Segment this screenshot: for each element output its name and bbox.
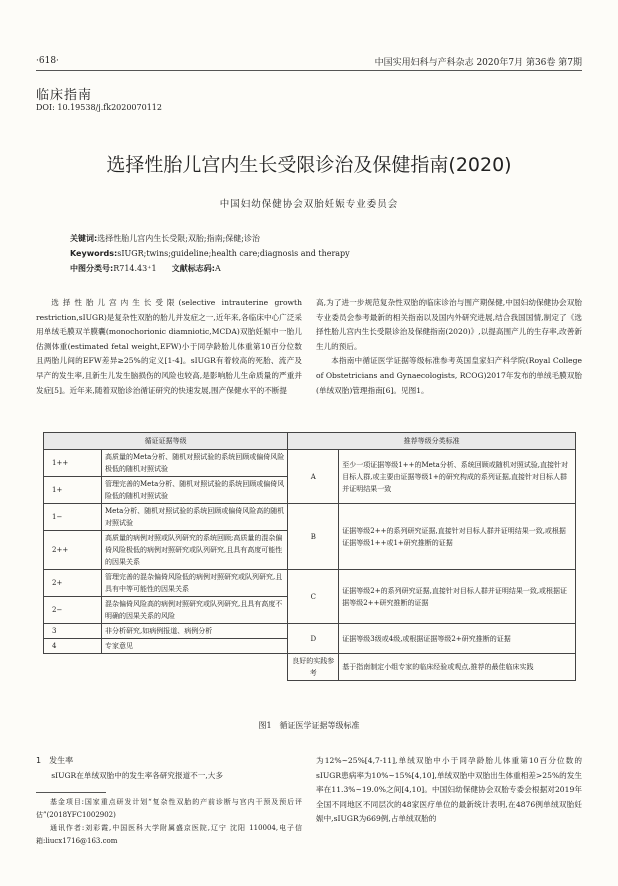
evidence-level: 2− [44,597,102,624]
keywords-cn-label: 关键词: [70,234,98,243]
sec1-right-column [316,754,582,827]
grade-letter: A [288,450,339,504]
evidence-description: 高质量的Meta分析、随机对照试验的系统回顾或偏倚风险极低的随机对照试验 [102,450,288,477]
grade-description: 证据等级3级或4级,或根据证据等级2+研究推断的证据 [339,624,576,654]
classification [70,262,221,275]
grade-letter: B [288,504,339,570]
body-paragraph: 为12%~25%[4,7-11],单绒双胎中小于同孕龄胎儿体重第10百分位数的sIUGR患病率为10%~15%[4,10],单绒双胎中双胎出生体重相差>25%的发生率在11.3%~19.0%之间[4,10]。中国妇幼保健协会双胎专委会根据对2019年全国不同地区不同层次的48家医疗单位的最新统计表明,在4876例单绒双胎妊娠中,sIUGR为669例,占单绒双胎的 [316,756,582,824]
doc-code: A [215,264,221,273]
classification-code: R714.43⁺1 [113,264,157,273]
evidence-description: 混杂偏倚风险高的病例对照研究或队列研究,且具有高度不明确的因果关系的风险 [102,597,288,624]
evidence-level: 3 [44,624,102,639]
keywords-cn-text: 选择性胎儿宫内生长受限;双胎;指南;保健;诊治 [97,234,260,243]
journal-header: 中国实用妇科与产科杂志 2020年7月 第36卷 第7期 [374,58,582,68]
footnote-funding: 基金项目:国家重点研发计划“复杂性双胎的产前诊断与宫内干预及预后评估”(2018YFC1002902) [36,798,302,819]
footnote-correspondence: 通讯作者:刘彩霞,中国医科大学附属盛京医院,辽宁 沈阳 110004,电子信箱:liucx1716@163.com [36,824,302,845]
evidence-table [43,432,576,681]
grade-description: 证据等级2+的系列研究证据,直接针对目标人群并证明结果一致,或根据证据等级2++研究推断的证据 [339,570,576,624]
grade-letter: C [288,570,339,624]
article-title: 选择性胎儿宫内生长受限诊治及保健指南(2020) [106,154,512,176]
page-number: ·618· [36,56,59,66]
classification-label: 中图分类号: [70,264,114,273]
table-head-recommendation: 推荐等级分类标准 [288,433,576,450]
header-rule [36,70,582,71]
body-paragraph: 高,为了进一步规范复杂性双胎的临床诊治与围产期保健,中国妇幼保健协会双胎专业委员会参考最新的相关指南以及国内外研究进展,结合我国国情,制定了《选择性胎儿宫内生长受限诊治及保健指南(2020)》,以提高围产儿的生存率,改善新生儿的预后。 [316,298,582,351]
evidence-level: 2+ [44,570,102,597]
table-empty-cell [44,654,288,681]
sec1-left-column [36,754,302,783]
body-right-column [316,296,582,398]
evidence-description: 管理完善的混杂偏倚风险低的病例对照研究或队列研究,且具有中等可能性的因果关系 [102,570,288,597]
evidence-description: Meta分析、随机对照试验的系统回顾或偏倚风险高的随机对照试验 [102,504,288,531]
evidence-level: 4 [44,639,102,654]
keywords-en [70,247,350,260]
body-paragraph: 本指南中循证医学证据等级标准参考英国皇家妇产科学院(Royal College of Obstetricians and Gynaecologists, RCOG)2017年发布的单绒毛膜双胎(单绒双胎)管理指南[6]。见图1。 [316,356,582,395]
body-paragraph: 选择性胎儿宫内生长受限(selective intrauterine growth restriction,sIUGR)是复杂性双胎的胎儿并发症之一,近年来,各临床中心广泛采用单绒毛膜双羊膜囊(monochorionic diamniotic,MCDA)双胎妊娠中一胎儿估测体重(estimated fetal weight,EFW)小于同孕龄胎儿体重第10百分位数且两胎儿间的EFW差异≥25%的定义[1-4]。sIUGR有着较高的死胎、流产及早产的发生率,且新生儿发生脑损伤的风险也较高,是影响胎儿生命质量的严重并发症[5]。近年来,随着双胎诊治循证研究的快速发展,围产保健水平的不断提 [36,298,302,395]
grade-letter: D [288,624,339,654]
evidence-level: 1+ [44,477,102,504]
keywords-cn [70,232,260,245]
author-organization: 中国妇幼保健协会双胎妊娠专业委员会 [219,199,399,210]
grade-letter: 良好的实践参考 [288,654,339,681]
evidence-level: 2++ [44,531,102,570]
section-label: 临床指南 [36,88,93,103]
grade-description: 基于指南制定小组专家的临床经验或观点,推荐的最佳临床实践 [339,654,576,681]
doc-code-label: 文献标志码: [171,264,215,273]
evidence-level: 1− [44,504,102,531]
evidence-level: 1++ [44,450,102,477]
evidence-description: 专家意见 [102,639,288,654]
footnotes [36,796,302,848]
grade-description: 至少一项证据等级1++的Meta分析、系统回顾或随机对照试验,直接针对目标人群,或主要由证据等级1+的研究构成的系列证据,直接针对目标人群并证明结果一致 [339,450,576,504]
keywords-en-text: sIUGR;twins;guideline;health care;diagnosis and therapy [117,249,350,258]
footnote-rule [36,792,106,793]
evidence-description: 高质量的病例对照或队列研究的系统回顾;高质量的混杂偏倚风险极低的病例对照研究或队列研究,且具有高度可能性的因果关系 [102,531,288,570]
body-paragraph: sIUGR在单绒双胎中的发生率各研究报道不一,大多 [51,770,223,780]
evidence-description: 管理完善的Meta分析、随机对照试验的系统回顾或偏倚风险低的随机对照试验 [102,477,288,504]
grade-description: 证据等级2++的系列研究证据,直接针对目标人群并证明结果一致,或根据证据等级1++或1+研究推断的证据 [339,504,576,570]
evidence-description: 非分析研究,如病例报道、病例分析 [102,624,288,639]
table-head-evidence: 循证证据等级 [44,433,288,450]
body-left-column [36,296,302,398]
doi: DOI: 10.19538/j.fk2020070112 [36,103,162,112]
figure-caption: 图1 循证医学证据等级标准 [258,721,360,730]
section-heading: 1 发生率 [36,756,74,765]
keywords-en-label: Keywords: [70,249,118,258]
